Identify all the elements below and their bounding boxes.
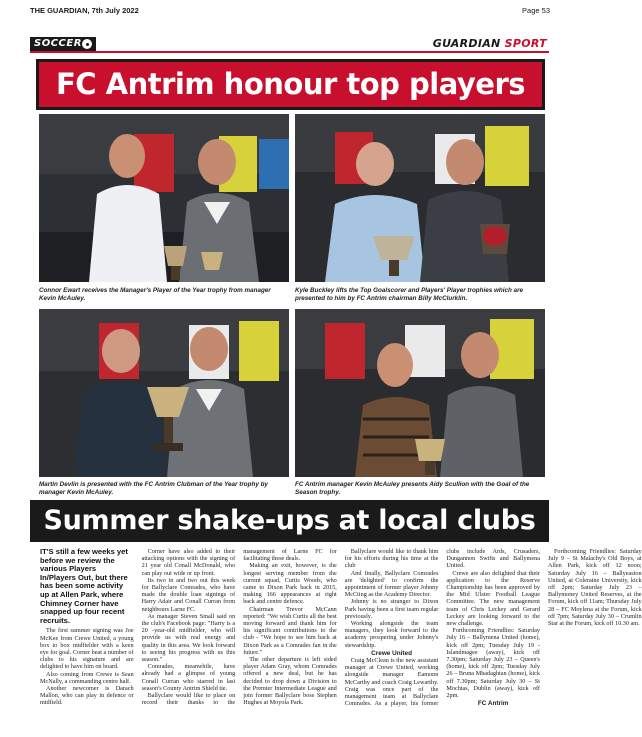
- photo-connor-ewart: [39, 114, 289, 282]
- photo-aidy-scullion: [295, 309, 545, 477]
- photo-kyle-buckley: [295, 114, 545, 282]
- article-paragraph: Also coming from Crewe is Sean McNally, a commanding centre half.: [40, 670, 134, 685]
- caption-3: Martin Devlin is presented with the FC Antrim Clubman of the Year trophy by manager Kevin McAuley.: [39, 481, 268, 496]
- caption-1: Connor Ewart receives the Manager's Player of the Year trophy from manager Kevin McAuley.: [39, 287, 271, 302]
- caption-4: FC Antrim manager Kevin McAuley presents Aidy Scullion with the Goal of the Season trophy.: [295, 481, 530, 496]
- article-lead: IT'S still a few weeks yet before we review the various Players In/Players Out, but there has been some activity up at Allen Park, where Chimney Corner have snapped up four recent recruits.: [40, 547, 128, 625]
- logo-main-text: GUARDIAN: [432, 37, 501, 50]
- article-paragraph: The other departure is left sided player Adam Gray, whom Comrades offered a new deal, but he has decided to drop down a Division to the Premier Intermediate League and join former Ballyclare boss Stephen Hughes at Moyola Park.: [243, 656, 337, 707]
- subhead-crewe-united: Crewe United: [371, 649, 412, 657]
- photo-martin-devlin: [39, 309, 289, 477]
- article-paragraph: Ballyclare would like to place on record their thanks to the management of Larne FC for facilitating these deals.: [141, 548, 337, 707]
- article-paragraph: Forthcoming Friendlies: Saturday July 16 – Ballymena United (home), kick off 2pm; Tuesday July 19 - Islandmagee (away), kick off 7.30pm; Saturday July 23 – Queen's (home), kick off 2pm; Tuesday July 26 – Bruna Mhadaghtan (home), kick off 7.30pm; Saturday July 30 – St Mochtas, Dublin (away), kick off 2pm.: [446, 627, 540, 700]
- section-tab: [30, 37, 96, 51]
- article-paragraph: Crewe are also delighted that their application to the Reserve Championship has been approved by the Mid Ulster Football League Committee. The new management team of Chris Leckey and Gerard Leckey are looking forward to the new challenge.: [446, 569, 540, 628]
- section-label: SOCCER: [34, 38, 82, 49]
- article-paragraph: Comrades, meanwhile, have already had a glimpse of young Conall Curran who starred in last season's County Antrim Shield tie.: [141, 663, 236, 692]
- article-paragraph: Chairman Trevor McCann reported: "We wish Curtis all the best moving forward and thank him for his significant contributions to the club - "We hope to see him back at Dixon Park as a Comrades fan in the future.": [243, 605, 337, 656]
- logo-accent-text: SPORT: [504, 37, 547, 50]
- article-paragraph: Its two in and two out this week for Ballyclare Comrades, who have made the double loan signings of Harry Adair and Conall Curran from neighbours Larne FC.: [141, 576, 236, 613]
- subhead-fc-antrim: FC Antrim: [477, 700, 509, 708]
- section-bar: [30, 37, 549, 53]
- page-header-line: [30, 4, 550, 16]
- article-paragraph: As manager Steven Small said on the club's Facebook page: "Harry is a 20 -year-old midfielder, who will provide us with real energy and quality in this area. We look forward to seeing his progress with us this season.": [141, 612, 236, 664]
- article-paragraph: Forthcoming Friendlies: Saturday July 9 – St Malachy's Old Boys, at Allen Park, kick off 12 noon; Saturday July 16 – Ballyeaston United, at Coleraine University, kick off 2pm; Saturday July 23 – Ballymoney United Reserves, at the Forum, kick off 11am; Thursday July 28 – FC Moylena at the Forum, kick off 7pm; Saturday July 30 – Crumlin Star at the Forum, kick off 10.30 am.: [547, 548, 642, 628]
- article-paragraph: Corner have also added to their attacking options with the signing of 21 year old Conall McDonald, who can play out wide or up front.: [141, 548, 236, 577]
- article-paragraph: Working alongside the team managers, they look forward to the academy prospering under Johnny's stewardship.: [344, 620, 439, 649]
- story1-headline: FC Antrim honour top players: [36, 59, 545, 110]
- article-paragraph: Johnny is no stranger to Dixon Park having been a first team regular previously.: [344, 598, 439, 620]
- publication-date: THE GUARDIAN, 7th July 2022: [30, 6, 139, 15]
- paper-logo: [433, 37, 547, 51]
- article-paragraph: Another newcomer is Darach Mallon, who can play in defence or midfield.: [40, 684, 134, 707]
- story2-article: [40, 547, 642, 712]
- article-paragraph: And finally, Ballyclare Comrades are 'delighted' to confirm the appointment of former player Johnny McCting as the Academy Director.: [344, 569, 439, 599]
- article-paragraph: The first summer signing was Joe McKee from Crewe United, a young box to box midfielder with a keen eye for goal. Corner beat a number of clubs to his signature and are delighted to have him on board.: [40, 627, 134, 671]
- football-icon: [82, 39, 92, 49]
- page-number: Page 53: [522, 6, 550, 15]
- article-paragraph: Making an exit, however, is the longest serving member from the current squad, Curtis Woods, who came to Dixon Park back in 2015, making 166 appearances at right back and centre defence.: [243, 562, 337, 606]
- caption-2: Kyle Buckley lifts the Top Goalscorer and Players' Player trophies which are presented to him by FC Antrim chairman Billy McClurklin.: [295, 287, 524, 302]
- article-paragraph: Ballyclare would like to thank him for his efforts during his time at the club: [344, 548, 439, 570]
- article-paragraph: Craig McClean is the new assistant manager at Crewe United, working alongside manager Eamonn McCarthy and coach Craig Lewarthy. Craig was once part of the management team at Ballyclare Comrades. As a player, his former clubs include Ards, Crusaders, Dungannon Swifts and Ballymena United.: [344, 548, 540, 708]
- story2-headline: Summer shake-ups at local clubs: [30, 500, 549, 542]
